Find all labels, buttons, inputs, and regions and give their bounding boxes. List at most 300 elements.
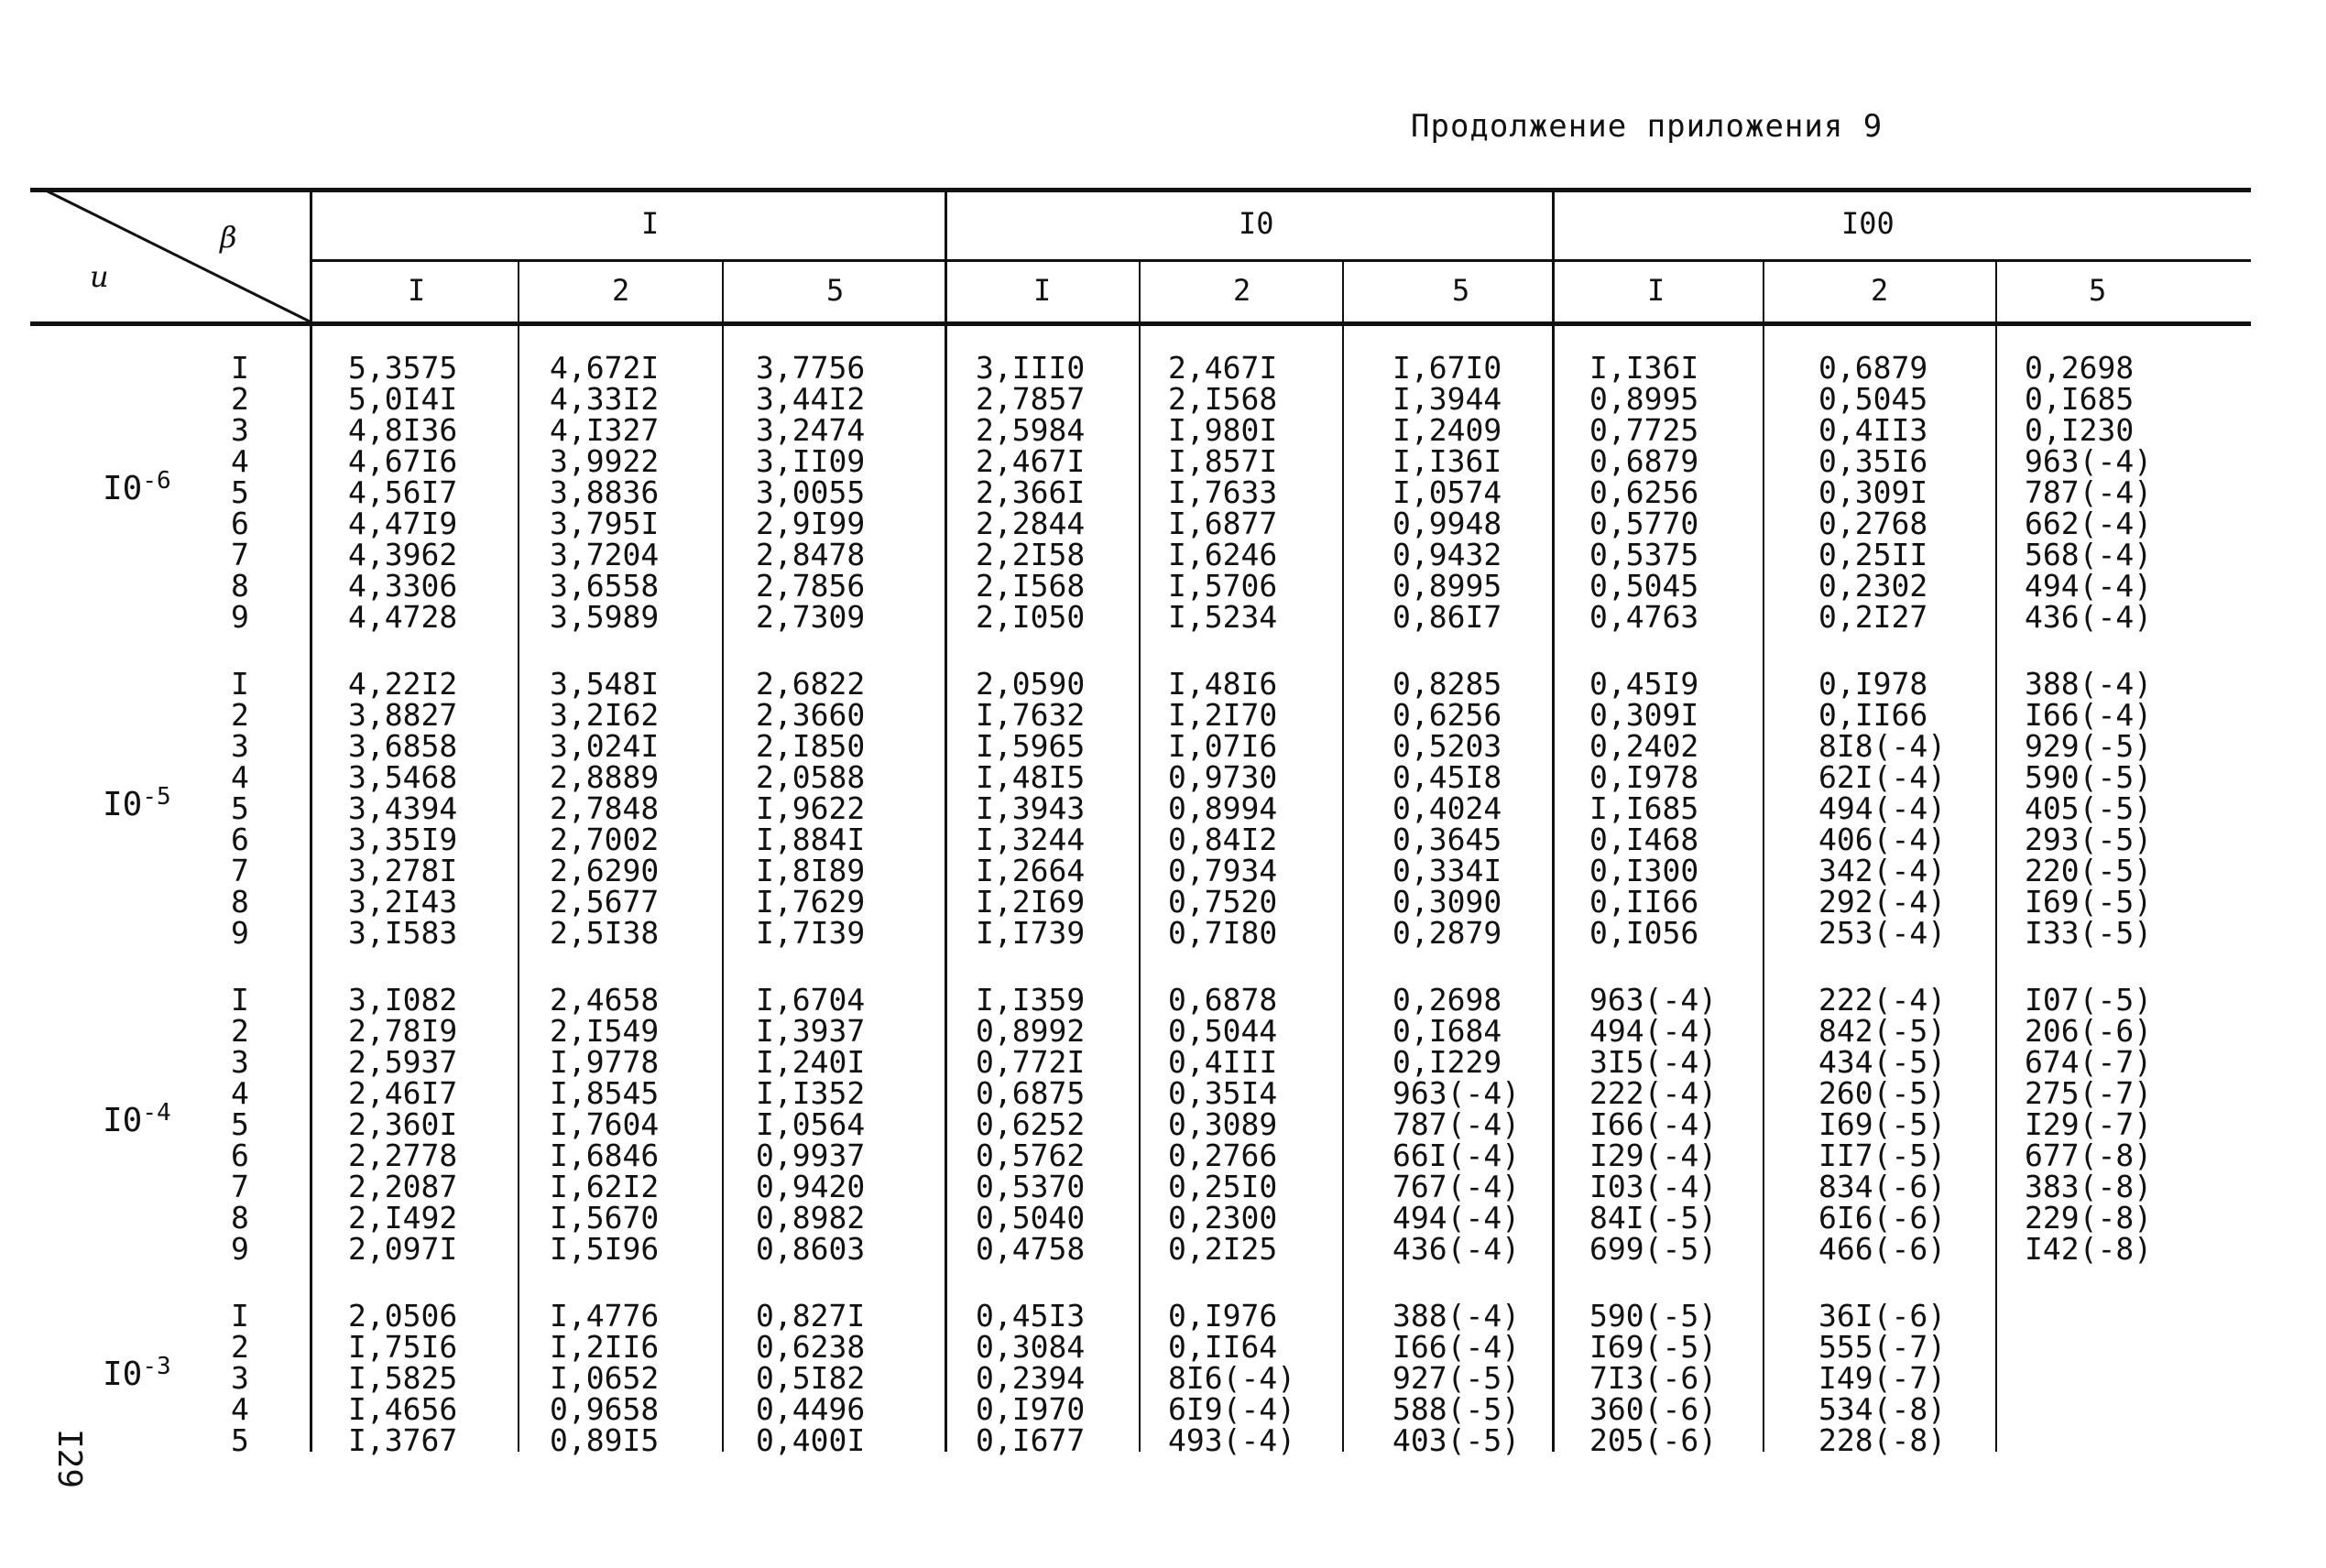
value-column	[1168, 666, 1278, 951]
row-index: 4	[231, 759, 249, 795]
sub-header: I	[1033, 273, 1052, 308]
table-cell: 2,097I	[348, 1231, 458, 1267]
table-cell: 662(-4)	[2025, 506, 2153, 541]
group-header: I0	[1239, 206, 1274, 241]
table-cell: 842(-5)	[1818, 1013, 1947, 1049]
table-cell: 2,467I	[1168, 350, 1278, 386]
table-cell: 555(-7)	[1818, 1329, 1947, 1365]
page-number: I29	[50, 1429, 88, 1489]
table-cell: 2,467I	[976, 443, 1086, 479]
table-cell: 2,I492	[348, 1200, 458, 1236]
table-cell: I33(-5)	[2025, 915, 2153, 951]
table-cell: I,0574	[1392, 474, 1502, 510]
value-column	[976, 350, 1086, 635]
table-cell: I69(-5)	[1818, 1106, 1947, 1142]
row-index: 3	[231, 412, 249, 448]
table-cell: 36I(-6)	[1818, 1298, 1947, 1334]
value-column	[1589, 666, 1699, 951]
table-cell: 0,4III	[1168, 1044, 1278, 1080]
table-cell: I,4656	[348, 1391, 458, 1427]
table-cell: 8I6(-4)	[1168, 1360, 1296, 1396]
table-cell: 0,2394	[976, 1360, 1086, 1396]
table-cell: I07(-5)	[2025, 982, 2153, 1018]
table-cell: 0,2698	[1392, 982, 1502, 1018]
table-cell: I,857I	[1168, 443, 1278, 479]
value-column	[1392, 982, 1521, 1267]
block-label-base: I0	[103, 1102, 143, 1139]
table-cell: 3,III0	[976, 350, 1086, 386]
table-cell: 3,8836	[550, 474, 660, 510]
table-cell: I,I352	[756, 1075, 866, 1111]
table-cell: 4,672I	[550, 350, 660, 386]
value-column	[1168, 982, 1278, 1267]
table-cell: 2,I549	[550, 1013, 660, 1049]
table-cell: 590(-5)	[2025, 759, 2153, 795]
table-cell: 0,2698	[2025, 350, 2135, 386]
table-cell: 3,278I	[348, 853, 458, 888]
table-cell: 62I(-4)	[1818, 759, 1947, 795]
table-cell: I,7629	[756, 884, 866, 920]
table-cell: 2,I568	[976, 568, 1086, 604]
table-cell: 0,25I0	[1168, 1169, 1278, 1204]
table-cell: 2,7002	[550, 822, 660, 857]
table-cell: 0,2I25	[1168, 1231, 1278, 1267]
table-cell: 963(-4)	[2025, 443, 2153, 479]
block-label-exponent: -3	[142, 1353, 171, 1380]
table-cell: 2,78I9	[348, 1013, 458, 1049]
table-cell: 3,4394	[348, 790, 458, 826]
table-cell: I66(-4)	[2025, 697, 2153, 733]
table-cell: I,5670	[550, 1200, 660, 1236]
table-cell: 0,5040	[976, 1200, 1086, 1236]
value-column	[550, 1298, 660, 1458]
table-cell: 0,6875	[976, 1075, 1086, 1111]
table-cell: 84I(-5)	[1589, 1200, 1718, 1236]
table-cell: 0,7520	[1168, 884, 1278, 920]
value-column	[2025, 666, 2153, 951]
table-cell: 0,4II3	[1818, 412, 1928, 448]
table-cell: 0,6238	[756, 1329, 866, 1365]
table-cell: I49(-7)	[1818, 1360, 1947, 1396]
row-index: 7	[231, 853, 249, 888]
table-cell: 2,9I99	[756, 506, 866, 541]
table-cell: 0,2766	[1168, 1138, 1278, 1173]
table-cell: 494(-4)	[1589, 1013, 1718, 1049]
table-cell: 2,0590	[976, 666, 1086, 702]
table-cell: I,3943	[976, 790, 1086, 826]
table-cell: I,7604	[550, 1106, 660, 1142]
table-cell: 0,45I9	[1589, 666, 1699, 702]
table-top-rule	[30, 188, 2251, 192]
row-index: I	[231, 666, 249, 702]
row-index: 9	[231, 599, 249, 635]
table-cell: 0,6252	[976, 1106, 1086, 1142]
table-cell: 205(-6)	[1589, 1422, 1718, 1458]
table-cell: 0,8995	[1392, 568, 1502, 604]
table-cell: I,2I69	[976, 884, 1086, 920]
sub-header: I	[408, 273, 426, 308]
table-cell: 436(-4)	[1392, 1231, 1521, 1267]
sub-header: 5	[826, 273, 845, 308]
table-cell: 4,67I6	[348, 443, 458, 479]
row-index: 8	[231, 1200, 249, 1236]
table-cell: 292(-4)	[1818, 884, 1947, 920]
table-cell: 293(-5)	[2025, 822, 2153, 857]
table-cell: I,0564	[756, 1106, 866, 1142]
value-column	[550, 982, 660, 1267]
table-cell: 4,47I9	[348, 506, 458, 541]
table-cell: I,6846	[550, 1138, 660, 1173]
value-column	[756, 666, 866, 951]
table-cell: I69(-5)	[2025, 884, 2153, 920]
table-cell: 2,2778	[348, 1138, 458, 1173]
table-cell: 5,0I4I	[348, 381, 458, 417]
row-index: I	[231, 1298, 249, 1334]
table-cell: 0,5044	[1168, 1013, 1278, 1049]
row-index: 5	[231, 1106, 249, 1142]
table-cell: I,67I0	[1392, 350, 1502, 386]
table-cell: 0,I468	[1589, 822, 1699, 857]
table-cell: 2,I050	[976, 599, 1086, 635]
table-cell: 3,5468	[348, 759, 458, 795]
table-cell: 494(-4)	[2025, 568, 2153, 604]
table-cell: 0,6879	[1589, 443, 1699, 479]
sub-header: 2	[1871, 273, 1889, 308]
table-cell: 360(-6)	[1589, 1391, 1718, 1427]
row-index: 5	[231, 790, 249, 826]
row-index: 4	[231, 443, 249, 479]
table-cell: 4,4728	[348, 599, 458, 635]
table-cell: 2,0506	[348, 1298, 458, 1334]
table-cell: 0,6878	[1168, 982, 1278, 1018]
table-cell: 0,I684	[1392, 1013, 1502, 1049]
table-cell: 2,8478	[756, 537, 866, 572]
table-cell: 0,772I	[976, 1044, 1086, 1080]
table-cell: 3,I583	[348, 915, 458, 951]
value-column	[348, 350, 458, 635]
value-column	[976, 982, 1086, 1267]
table-cell: 4,I327	[550, 412, 660, 448]
table-cell: 2,4658	[550, 982, 660, 1018]
table-cell: I,I685	[1589, 790, 1699, 826]
table-cell: 466(-6)	[1818, 1231, 1947, 1267]
table-cell: 2,5I38	[550, 915, 660, 951]
table-cell: 434(-5)	[1818, 1044, 1947, 1080]
value-column	[1392, 1298, 1521, 1458]
table-cell: 229(-8)	[2025, 1200, 2153, 1236]
value-column	[2025, 350, 2153, 635]
table-cell: I29(-7)	[2025, 1106, 2153, 1142]
table-cell: 963(-4)	[1589, 982, 1718, 1018]
table-cell: I42(-8)	[2025, 1231, 2153, 1267]
table-cell: 0,309I	[1818, 474, 1928, 510]
table-cell: I,7633	[1168, 474, 1278, 510]
row-index: 4	[231, 1391, 249, 1427]
block-label	[103, 1099, 171, 1139]
row-index: 2	[231, 1329, 249, 1365]
value-column	[550, 350, 660, 635]
table-cell: 3,9922	[550, 443, 660, 479]
table-cell: 0,4758	[976, 1231, 1086, 1267]
row-index: 3	[231, 728, 249, 764]
table-cell: 0,2302	[1818, 568, 1928, 604]
table-cell: 493(-4)	[1168, 1422, 1296, 1458]
table-cell: I,5706	[1168, 568, 1278, 604]
table-cell: I66(-4)	[1589, 1106, 1718, 1142]
block-label-base: I0	[103, 1356, 143, 1393]
vrule-sub	[722, 261, 724, 1452]
table-cell: 0,5045	[1589, 568, 1699, 604]
table-cell: 0,9937	[756, 1138, 866, 1173]
table-cell: 436(-4)	[2025, 599, 2153, 635]
table-cell: 5,3575	[348, 350, 458, 386]
table-cell: 2,46I7	[348, 1075, 458, 1111]
table-cell: I,5965	[976, 728, 1086, 764]
table-cell: I,75I6	[348, 1329, 458, 1365]
table-cell: 0,4496	[756, 1391, 866, 1427]
table-cell: 66I(-4)	[1392, 1138, 1521, 1173]
table-cell: 0,86I7	[1392, 599, 1502, 635]
table-cell: 3,35I9	[348, 822, 458, 857]
value-column	[348, 1298, 458, 1458]
table-cell: I,6704	[756, 982, 866, 1018]
table-cell: I66(-4)	[1392, 1329, 1521, 1365]
table-cell: 0,2768	[1818, 506, 1928, 541]
table-cell: I,7I39	[756, 915, 866, 951]
table-cell: 4,22I2	[348, 666, 458, 702]
table-cell: I,48I5	[976, 759, 1086, 795]
row-index: 3	[231, 1360, 249, 1396]
value-column	[1392, 350, 1502, 635]
table-cell: 0,6879	[1818, 350, 1928, 386]
table-cell: 767(-4)	[1392, 1169, 1521, 1204]
table-cell: 2,7309	[756, 599, 866, 635]
table-cell: 0,I677	[976, 1422, 1086, 1458]
table-cell: 0,7725	[1589, 412, 1699, 448]
value-column	[348, 982, 458, 1267]
table-cell: I,3944	[1392, 381, 1502, 417]
table-cell: I,3244	[976, 822, 1086, 857]
table-cell: 494(-4)	[1818, 790, 1947, 826]
table-cell: 0,8982	[756, 1200, 866, 1236]
value-column	[1589, 982, 1718, 1267]
table-cell: 4,8I36	[348, 412, 458, 448]
value-column	[1818, 1298, 1947, 1458]
row-index: 6	[231, 822, 249, 857]
table-cell: 3,6858	[348, 728, 458, 764]
value-column	[756, 982, 866, 1267]
table-cell: I,7632	[976, 697, 1086, 733]
table-cell: I,I739	[976, 915, 1086, 951]
table-cell: 0,827I	[756, 1298, 866, 1334]
table-cell: I,240I	[756, 1044, 866, 1080]
table-cell: 2,366I	[976, 474, 1086, 510]
group-header-rule	[310, 259, 2251, 262]
corner-diagonal-line	[30, 188, 314, 325]
table-cell: I,3937	[756, 1013, 866, 1049]
table-cell: 0,6256	[1589, 474, 1699, 510]
vrule-group-2	[945, 188, 947, 1452]
table-cell: 0,I056	[1589, 915, 1699, 951]
table-cell: 0,II66	[1589, 884, 1699, 920]
row-index: 6	[231, 1138, 249, 1173]
table-cell: 0,8994	[1168, 790, 1278, 826]
table-cell: 0,309I	[1589, 697, 1699, 733]
table-cell: 588(-5)	[1392, 1391, 1521, 1427]
table-cell: I,8545	[550, 1075, 660, 1111]
table-cell: 0,35I6	[1818, 443, 1928, 479]
table-cell: 0,334I	[1392, 853, 1502, 888]
table-cell: 787(-4)	[2025, 474, 2153, 510]
sub-header: 2	[612, 273, 630, 308]
sub-header: 5	[2089, 273, 2107, 308]
table-cell: 0,4763	[1589, 599, 1699, 635]
table-cell: 405(-5)	[2025, 790, 2153, 826]
table-cell: 342(-4)	[1818, 853, 1947, 888]
table-cell: 222(-4)	[1589, 1075, 1718, 1111]
table-cell: 0,400I	[756, 1422, 866, 1458]
table-cell: 0,9420	[756, 1169, 866, 1204]
table-cell: I,6877	[1168, 506, 1278, 541]
row-index: 7	[231, 1169, 249, 1204]
table-cell: 0,I300	[1589, 853, 1699, 888]
table-cell: 383(-8)	[2025, 1169, 2153, 1204]
table-cell: 0,I685	[2025, 381, 2135, 417]
table-cell: 2,6822	[756, 666, 866, 702]
table-cell: 0,35I4	[1168, 1075, 1278, 1111]
row-index: 9	[231, 1231, 249, 1267]
vrule-sub	[518, 261, 519, 1452]
value-column	[976, 666, 1086, 951]
table-cell: 3,44I2	[756, 381, 866, 417]
table-cell: 0,I230	[2025, 412, 2135, 448]
table-cell: 963(-4)	[1392, 1075, 1521, 1111]
table-cell: 0,5370	[976, 1169, 1086, 1204]
table-cell: I,980I	[1168, 412, 1278, 448]
block-label	[103, 1353, 171, 1393]
group-header: I	[641, 206, 660, 241]
table-cell: I,I359	[976, 982, 1086, 1018]
table-cell: 2,2844	[976, 506, 1086, 541]
corner-row-variable: u	[90, 259, 109, 294]
table-cell: 406(-4)	[1818, 822, 1947, 857]
table-cell: 0,II64	[1168, 1329, 1278, 1365]
table-cell: I,07I6	[1168, 728, 1278, 764]
table-cell: 0,89I5	[550, 1422, 660, 1458]
row-index: 7	[231, 537, 249, 572]
table-cell: I,2I70	[1168, 697, 1278, 733]
table-cell: 0,6256	[1392, 697, 1502, 733]
value-column	[348, 666, 458, 951]
table-cell: 6I6(-6)	[1818, 1200, 1947, 1236]
table-cell: I,5825	[348, 1360, 458, 1396]
table-cell: 0,I978	[1589, 759, 1699, 795]
table-cell: 2,I568	[1168, 381, 1278, 417]
vrule-main	[310, 188, 312, 1452]
table-cell: 3,795I	[550, 506, 660, 541]
table-cell: 4,33I2	[550, 381, 660, 417]
table-cell: 3,024I	[550, 728, 660, 764]
row-index: 2	[231, 381, 249, 417]
table-cell: I,2664	[976, 853, 1086, 888]
table-cell: 3I5(-4)	[1589, 1044, 1718, 1080]
table-cell: 8I8(-4)	[1818, 728, 1947, 764]
value-column	[1818, 666, 1947, 951]
block-label	[103, 783, 171, 823]
table-cell: 2,7848	[550, 790, 660, 826]
table-cell: 0,9658	[550, 1391, 660, 1427]
table-cell: I,5I96	[550, 1231, 660, 1267]
table-cell: I,48I6	[1168, 666, 1278, 702]
value-column	[1168, 1298, 1296, 1458]
row-index: 4	[231, 1075, 249, 1111]
table-cell: 0,9730	[1168, 759, 1278, 795]
block-label-exponent: -5	[142, 783, 171, 811]
value-column	[1392, 666, 1502, 951]
table-cell: 0,8995	[1589, 381, 1699, 417]
table-cell: 0,4024	[1392, 790, 1502, 826]
row-index: 5	[231, 474, 249, 510]
row-index-column	[231, 1298, 249, 1458]
table-cell: 0,3090	[1392, 884, 1502, 920]
table-cell: 929(-5)	[2025, 728, 2153, 764]
table-cell: 2,6290	[550, 853, 660, 888]
table-cell: I,4776	[550, 1298, 660, 1334]
table-cell: I,I36I	[1392, 443, 1502, 479]
table-cell: 590(-5)	[1589, 1298, 1718, 1334]
table-cell: 6I9(-4)	[1168, 1391, 1296, 1427]
table-cell: 0,8992	[976, 1013, 1086, 1049]
table-cell: 0,I970	[976, 1391, 1086, 1427]
row-index: 2	[231, 1013, 249, 1049]
table-cell: 0,9432	[1392, 537, 1502, 572]
vrule-group-3	[1552, 188, 1555, 1452]
table-cell: I,6246	[1168, 537, 1278, 572]
table-cell: 3,I082	[348, 982, 458, 1018]
table-cell: 3,7204	[550, 537, 660, 572]
vrule-sub	[1342, 261, 1344, 1452]
table-cell: 0,2I27	[1818, 599, 1928, 635]
table-cell: 0,8603	[756, 1231, 866, 1267]
table-cell: II7(-5)	[1818, 1138, 1947, 1173]
table-cell: I69(-5)	[1589, 1329, 1718, 1365]
sub-header: 5	[1452, 273, 1470, 308]
table-cell: 0,II66	[1818, 697, 1928, 733]
table-cell: I,2II6	[550, 1329, 660, 1365]
table-cell: 0,3089	[1168, 1106, 1278, 1142]
table-cell: 0,3645	[1392, 822, 1502, 857]
row-index-column	[231, 982, 249, 1267]
corner-column-variable: β	[220, 220, 237, 255]
table-cell: 2,8889	[550, 759, 660, 795]
table-cell: 0,I976	[1168, 1298, 1278, 1334]
row-index: 6	[231, 506, 249, 541]
table-cell: 3,0055	[756, 474, 866, 510]
table-cell: 787(-4)	[1392, 1106, 1521, 1142]
table-cell: 3,8827	[348, 697, 458, 733]
table-cell: I,2409	[1392, 412, 1502, 448]
table-cell: I,884I	[756, 822, 866, 857]
table-cell: I03(-4)	[1589, 1169, 1718, 1204]
table-cell: 206(-6)	[2025, 1013, 2153, 1049]
row-index: 2	[231, 697, 249, 733]
table-cell: 0,45I8	[1392, 759, 1502, 795]
table-cell: 4,56I7	[348, 474, 458, 510]
header-bottom-rule	[30, 321, 2251, 326]
table-cell: 2,I850	[756, 728, 866, 764]
group-header: I00	[1841, 206, 1895, 241]
value-column	[756, 1298, 866, 1458]
